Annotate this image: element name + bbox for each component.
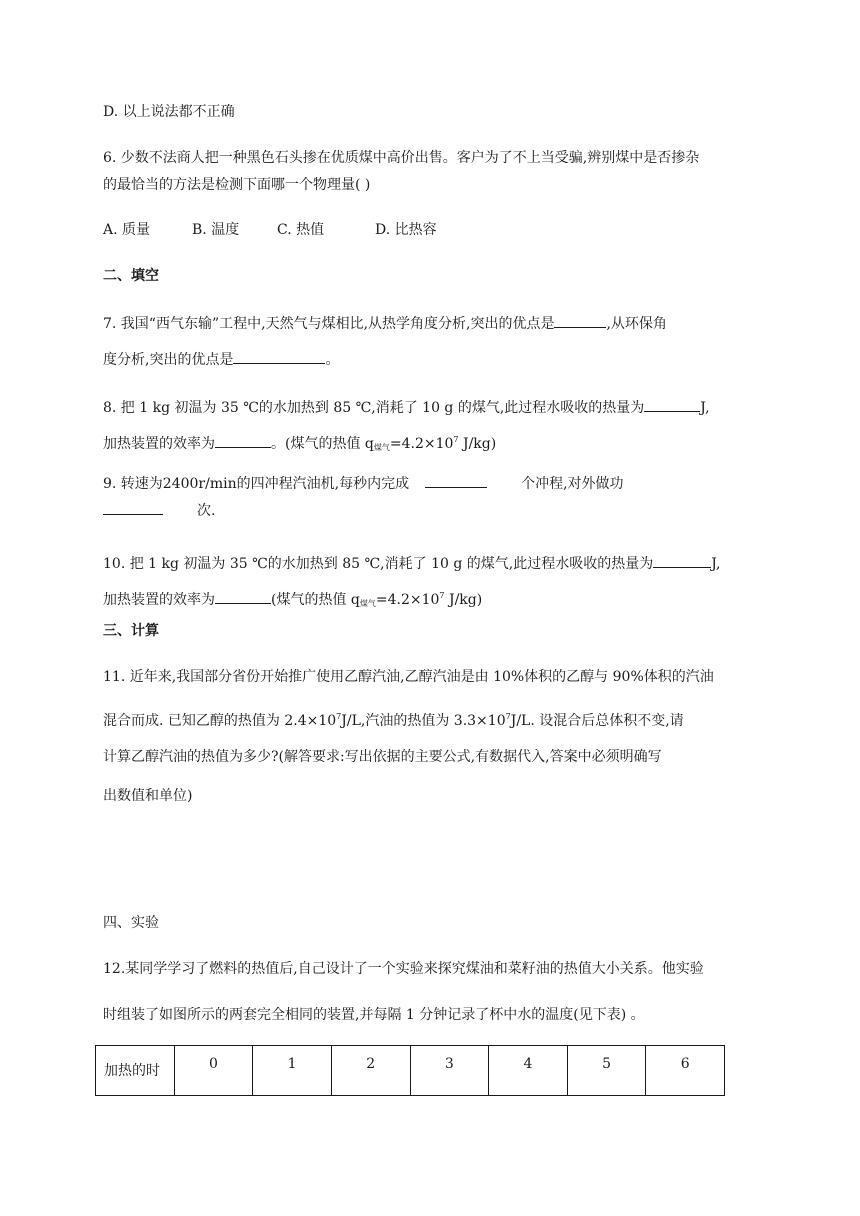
q6-stem-line1: 6. 少数不法商人把一种黑色石头掺在优质煤中高价出售。客户为了不上当受骗,辨别煤中是否掺杂: [103, 150, 700, 166]
q8-subscript: 煤气: [373, 443, 390, 452]
q6-option-b: B. 温度: [192, 222, 240, 238]
q9-line2: [103, 500, 215, 521]
q8-blank-2[interactable]: [215, 433, 271, 448]
q7-text-d: 。: [325, 352, 340, 368]
section-title-experiment: 四、实验: [103, 915, 159, 931]
q7-text-a: 7. 我国“西气东输”工程中,天然气与煤相比,从热学角度分析,突出的优点是: [103, 316, 555, 332]
table-cell: 6: [646, 1046, 725, 1096]
q10-line1: [103, 553, 720, 574]
q7-text-c: 度分析,突出的优点是: [103, 352, 234, 368]
q10-text-d: (煤气的热值 q: [271, 592, 360, 608]
q10-text-c: 加热装置的效率为: [103, 592, 215, 608]
q9-text-c: 次.: [197, 503, 216, 519]
q6-option-a: A. 质量: [103, 222, 151, 238]
table-cell: 2: [331, 1046, 410, 1096]
q11-text-a: 混合而成. 已知乙醇的热值为 2.4×10: [103, 713, 337, 729]
q8-text-a: 8. 把 1 kg 初温为 35 ℃的水加热到 85 ℃,消耗了 10 g 的煤气,此过程水吸收的热量为: [103, 400, 645, 416]
table-cell: 3: [410, 1046, 489, 1096]
q8-line1: [103, 397, 710, 418]
q10-text-b: J,: [711, 556, 721, 572]
table-cell: 0: [174, 1046, 253, 1096]
q11-line1: 11. 近年来,我国部分省份开始推广使用乙醇汽油,乙醇汽油是由 10%体积的乙醇与 90%体积的汽油: [103, 669, 714, 685]
q11-exponent-1: 7: [336, 712, 342, 721]
q8-blank-1[interactable]: [644, 397, 700, 412]
q9-blank-1[interactable]: [425, 473, 487, 488]
q10-line2: [103, 586, 482, 614]
q11-line2: [103, 707, 684, 731]
q8-line2: [103, 430, 496, 458]
q8-text-f: J/kg): [458, 436, 497, 452]
q11-exponent-2: 7: [505, 712, 511, 721]
q6-option-d: D. 比热容: [375, 222, 437, 238]
q9-blank-2[interactable]: [103, 500, 163, 515]
q8-exponent: 7: [453, 435, 459, 444]
q12-line1: 12.某同学学习了燃料的热值后,自己设计了一个实验来探究煤油和菜籽油的热值大小关系。他实验: [103, 961, 704, 977]
table-header-cell: 加热的时: [96, 1046, 175, 1096]
q8-text-d: 。(煤气的热值 q: [271, 436, 374, 452]
q10-exponent: 7: [439, 591, 445, 600]
section-title-fill-in: 二、填空: [103, 268, 159, 284]
q7-line2: [103, 349, 339, 370]
q8-text-e: =4.2×10: [389, 436, 454, 452]
q10-text-a: 10. 把 1 kg 初温为 35 ℃的水加热到 85 ℃,消耗了 10 g 的煤气,此过程水吸收的热量为: [103, 556, 654, 572]
table-row: [96, 1046, 725, 1096]
table-cell: 1: [253, 1046, 332, 1096]
q11-line4: 出数值和单位): [103, 788, 193, 804]
q5-option-d: D. 以上说法都不正确: [103, 104, 235, 120]
q7-text-b: ,从环保角: [606, 316, 667, 332]
table-cell: 4: [489, 1046, 568, 1096]
q10-text-f: J/kg): [444, 592, 483, 608]
q7-blank-2[interactable]: [233, 349, 325, 364]
q11-line3: 计算乙醇汽油的热值为多少?(解答要求:写出依据的主要公式,有数据代入,答案中必须明确写: [103, 749, 662, 765]
q9-text-a: 9. 转速为2400r/min的四冲程汽油机,每秒内完成: [103, 476, 410, 492]
q12-line2: 时组装了如图所示的两套完全相同的装置,并每隔 1 分钟记录了杯中水的温度(见下表) 。: [103, 1007, 645, 1023]
q8-text-b: J,: [700, 400, 710, 416]
q8-text-c: 加热装置的效率为: [103, 436, 215, 452]
q9-line1: [103, 473, 624, 494]
q9-text-b: 个冲程,对外做功: [521, 476, 624, 492]
q7-blank-1[interactable]: [554, 313, 606, 328]
q11-text-c: J/L. 设混合后总体积不变,请: [510, 713, 684, 729]
q10-blank-1[interactable]: [653, 553, 711, 568]
section-title-calculation: 三、计算: [103, 623, 159, 639]
q6-option-c: C. 热值: [277, 222, 325, 238]
q11-text-b: J/L,汽油的热值为 3.3×10: [341, 713, 506, 729]
q7-line1: [103, 313, 667, 334]
temperature-table: [95, 1045, 725, 1096]
q6-stem-line2: 的最恰当的方法是检测下面哪一个物理量( ): [103, 177, 371, 193]
table-cell: 5: [567, 1046, 646, 1096]
q10-blank-2[interactable]: [215, 589, 271, 604]
q10-text-e: =4.2×10: [375, 592, 440, 608]
q10-subscript: 煤气: [359, 599, 376, 608]
